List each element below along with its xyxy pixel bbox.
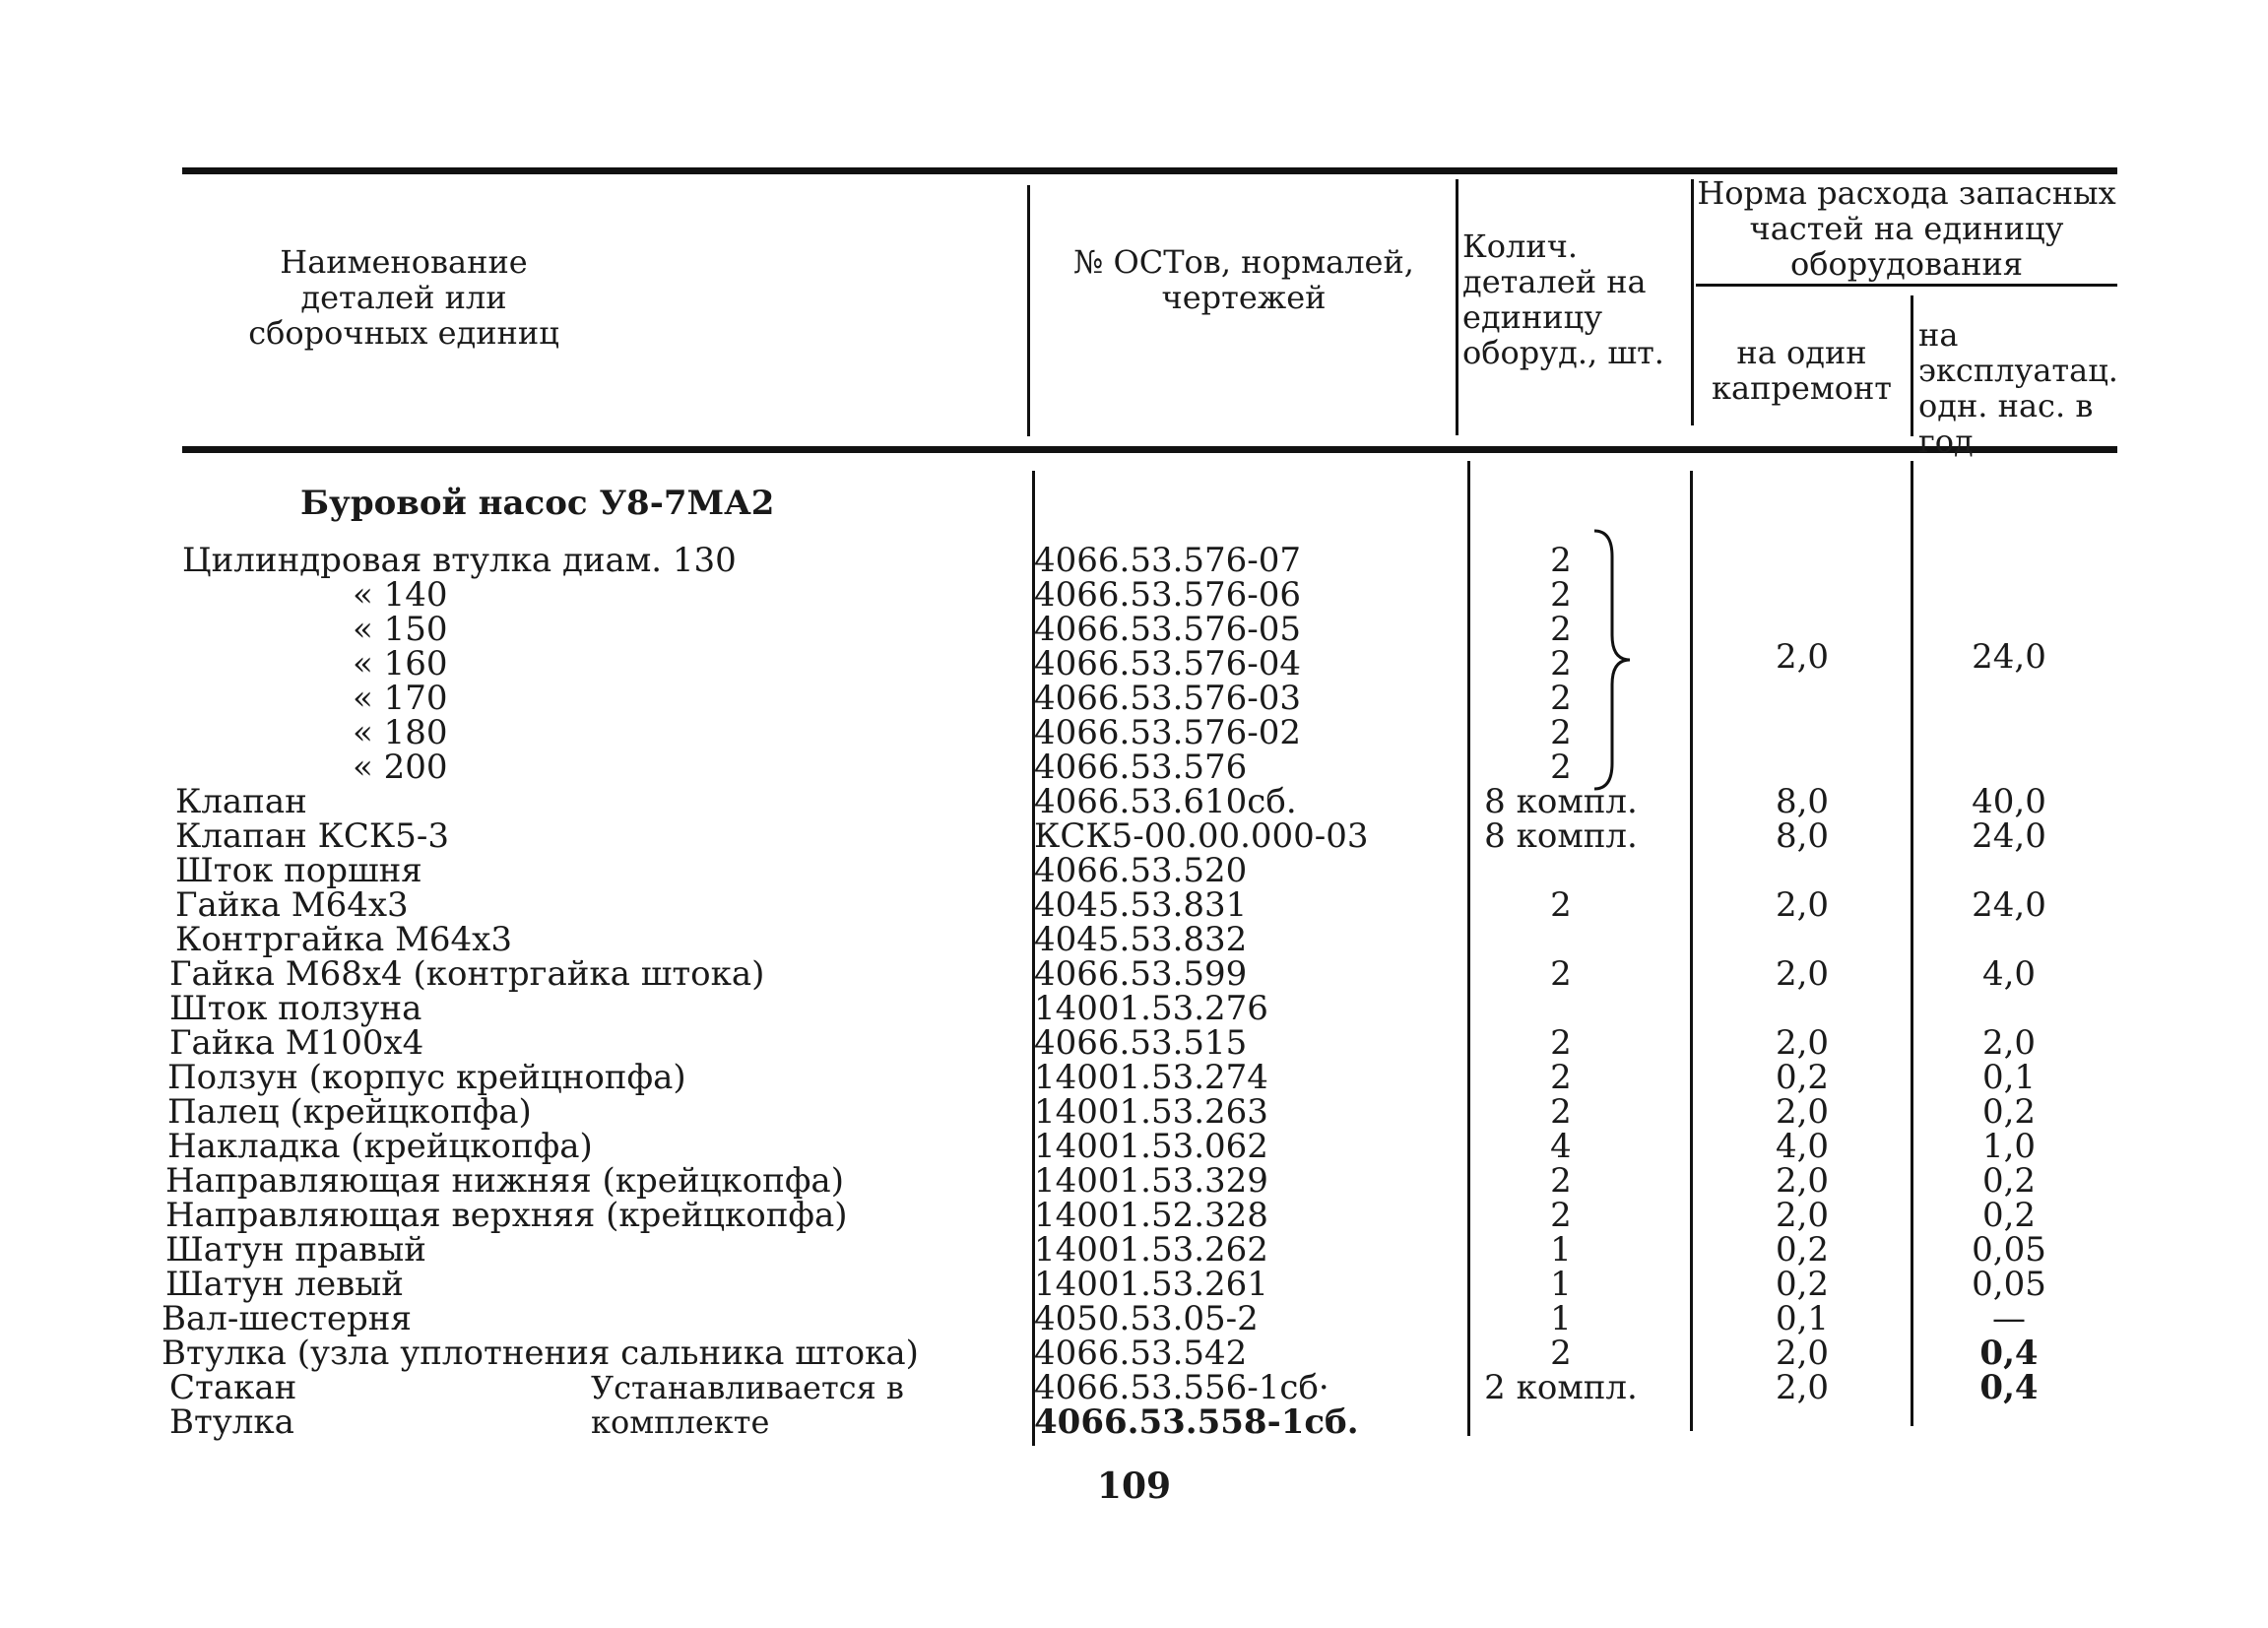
row-qty: 2: [1550, 885, 1572, 925]
row-name: « 200: [353, 748, 448, 787]
body-divider-qty-norm: [1690, 471, 1693, 1431]
row-qty: 2: [1550, 541, 1572, 580]
row-qty: 8 компл.: [1484, 816, 1638, 856]
row-norm-repair: 2,0: [1775, 1196, 1830, 1235]
row-code: 14001.53.263: [1034, 1092, 1268, 1132]
row-norm-annual: 40,0: [1972, 782, 2046, 821]
section-title: Буровой насос У8-7МА2: [300, 484, 775, 523]
row-norm-repair: 2,0: [1775, 637, 1830, 677]
row-name: « 160: [353, 644, 448, 684]
row-code: 4066.53.576-04: [1034, 644, 1302, 684]
row-norm-repair: 0,2: [1775, 1265, 1830, 1304]
row-code: 14001.53.274: [1034, 1058, 1268, 1097]
row-qty: 2: [1550, 713, 1572, 752]
row-qty: 2: [1550, 1023, 1572, 1063]
row-code: 14001.53.262: [1034, 1230, 1268, 1270]
row-qty: 2: [1550, 575, 1572, 615]
row-name: Клапан КСК5-3: [175, 816, 449, 856]
row-qty: 2: [1550, 610, 1572, 649]
row-name: Контргайка М64х3: [175, 920, 512, 959]
row-name: Гайка М100х4: [169, 1023, 424, 1063]
row-norm-annual: 0,05: [1972, 1230, 2046, 1270]
row-norm-annual: 24,0: [1972, 637, 2046, 677]
row-name: « 180: [353, 713, 448, 752]
row-qty: 2: [1550, 644, 1572, 684]
row-norm-annual: 0,4: [1979, 1368, 2039, 1407]
row-norm-annual: 4,0: [1981, 954, 2037, 994]
row-norm-repair: 4,0: [1775, 1127, 1830, 1166]
row-name: Гайка М68х4 (контргайка штока): [169, 954, 765, 994]
row-norm-annual: 24,0: [1972, 816, 2046, 856]
row-norm-annual: 24,0: [1972, 885, 2046, 925]
row-code: 4066.53.576-05: [1034, 610, 1302, 649]
row-code: 4066.53.576: [1034, 748, 1248, 787]
row-norm-annual: 0,2: [1981, 1161, 2037, 1201]
header-norm: Норма расхода запасных частей на единицу оборудования: [1697, 174, 2116, 283]
row-qty: 2: [1550, 748, 1572, 787]
row-norm-repair: 2,0: [1775, 1368, 1830, 1407]
row-norm-repair: 8,0: [1775, 816, 1830, 856]
row-name: Палец (крейцкопфа): [167, 1092, 532, 1132]
row-name: Втулка: [169, 1402, 294, 1442]
header-code: № ОСТов, нормалей, чертежей: [1073, 243, 1414, 316]
row-code: 4066.53.599: [1034, 954, 1248, 994]
row-norm-repair: 2,0: [1775, 1334, 1830, 1373]
row-code: 4050.53.05-2: [1034, 1299, 1259, 1338]
row-code: 4066.53.515: [1034, 1023, 1248, 1063]
row-code: 14001.53.062: [1034, 1127, 1268, 1166]
row-norm-repair: 2,0: [1775, 1023, 1830, 1063]
row-norm-annual: —: [1992, 1299, 2026, 1338]
top-rule: [182, 167, 2117, 174]
row-norm-repair: 0,2: [1775, 1058, 1830, 1097]
row-code: 4066.53.576-02: [1034, 713, 1302, 752]
row-name: « 150: [353, 610, 448, 649]
row-name: « 170: [353, 679, 448, 718]
page-number: 109: [1096, 1465, 1172, 1507]
row-qty: 2: [1550, 1334, 1572, 1373]
row-norm-repair: 2,0: [1775, 1161, 1830, 1201]
row-qty: 2: [1550, 1196, 1572, 1235]
row-norm-annual: 0,1: [1981, 1058, 2037, 1097]
row-qty: 4: [1550, 1127, 1572, 1166]
row-name: Шатун правый: [165, 1230, 426, 1270]
row-name: Ползун (корпус крейцнопфа): [167, 1058, 686, 1097]
divider-qty-norm: [1691, 179, 1694, 425]
row-qty: 2 компл.: [1484, 1368, 1638, 1407]
row-code: 4066.53.520: [1034, 851, 1248, 890]
row-qty: 1: [1550, 1299, 1572, 1338]
row-name: Клапан: [175, 782, 307, 821]
divider-code-qty: [1456, 179, 1458, 435]
row-qty: 1: [1550, 1230, 1572, 1270]
row-norm-annual: 1,0: [1981, 1127, 2037, 1166]
row-name: Шток ползуна: [169, 989, 422, 1028]
row-qty: 1: [1550, 1265, 1572, 1304]
row-norm-repair: 2,0: [1775, 954, 1830, 994]
header-bottom-rule: [182, 446, 2117, 453]
note: Устанавливается в комплекте: [591, 1369, 904, 1441]
row-code: 14001.52.328: [1034, 1196, 1268, 1235]
row-code: 4066.53.610сб.: [1034, 782, 1297, 821]
row-name: Направляющая верхняя (крейцкопфа): [165, 1196, 848, 1235]
row-name: Шток поршня: [175, 851, 422, 890]
row-norm-repair: 0,2: [1775, 1230, 1830, 1270]
row-code: 14001.53.276: [1034, 989, 1268, 1028]
divider-name-code: [1027, 185, 1030, 436]
row-code: 4066.53.576-06: [1034, 575, 1302, 615]
row-code: 4066.53.556-1сб·: [1034, 1368, 1329, 1407]
row-name: Стакан: [169, 1368, 297, 1407]
row-code: 4045.53.832: [1034, 920, 1248, 959]
row-code: 4066.53.576-07: [1034, 541, 1302, 580]
row-code: 4045.53.831: [1034, 885, 1248, 925]
row-name: Втулка (узла уплотнения сальника штока): [162, 1334, 919, 1373]
header-norm-repair: на один капремонт: [1711, 334, 1892, 407]
row-code: 14001.53.261: [1034, 1265, 1268, 1304]
header-norm-annual: на эксплуатац. одн. нас. в год: [1918, 316, 2118, 460]
row-qty: 2: [1550, 954, 1572, 994]
row-name: Направляющая нижняя (крейцкопфа): [165, 1161, 844, 1201]
row-norm-annual: 0,2: [1981, 1196, 2037, 1235]
row-qty: 2: [1550, 1092, 1572, 1132]
row-norm-annual: 2,0: [1981, 1023, 2037, 1063]
row-name: Вал-шестерня: [162, 1299, 412, 1338]
row-code: 4066.53.576-03: [1034, 679, 1302, 718]
row-norm-annual: 0,2: [1981, 1092, 2037, 1132]
header-qty: Колич. деталей на единицу оборуд., шт.: [1462, 228, 1664, 371]
row-qty: 2: [1550, 679, 1572, 718]
row-code: 14001.53.329: [1034, 1161, 1268, 1201]
row-code: 4066.53.542: [1034, 1334, 1248, 1373]
row-code: 4066.53.558-1сб.: [1034, 1402, 1359, 1442]
row-name: Гайка М64х3: [175, 885, 409, 925]
row-norm-repair: 2,0: [1775, 1092, 1830, 1132]
header-name: Наименование деталей или сборочных единиц: [248, 243, 559, 352]
row-norm-annual: 0,05: [1972, 1265, 2046, 1304]
row-qty: 2: [1550, 1058, 1572, 1097]
row-qty: 2: [1550, 1161, 1572, 1201]
row-qty: 8 компл.: [1484, 782, 1638, 821]
norm-header-rule: [1696, 284, 2117, 287]
row-norm-repair: 2,0: [1775, 885, 1830, 925]
row-norm-repair: 0,1: [1775, 1299, 1830, 1338]
row-code: КСК5-00.00.000-03: [1034, 816, 1369, 856]
divider-repair-annual: [1911, 295, 1913, 436]
row-name: Шатун левый: [165, 1265, 404, 1304]
row-name: « 140: [353, 575, 448, 615]
row-norm-annual: 0,4: [1979, 1334, 2039, 1373]
row-name: Накладка (крейцкопфа): [167, 1127, 593, 1166]
row-name: Цилиндровая втулка диам. 130: [182, 541, 737, 580]
row-norm-repair: 8,0: [1775, 782, 1830, 821]
